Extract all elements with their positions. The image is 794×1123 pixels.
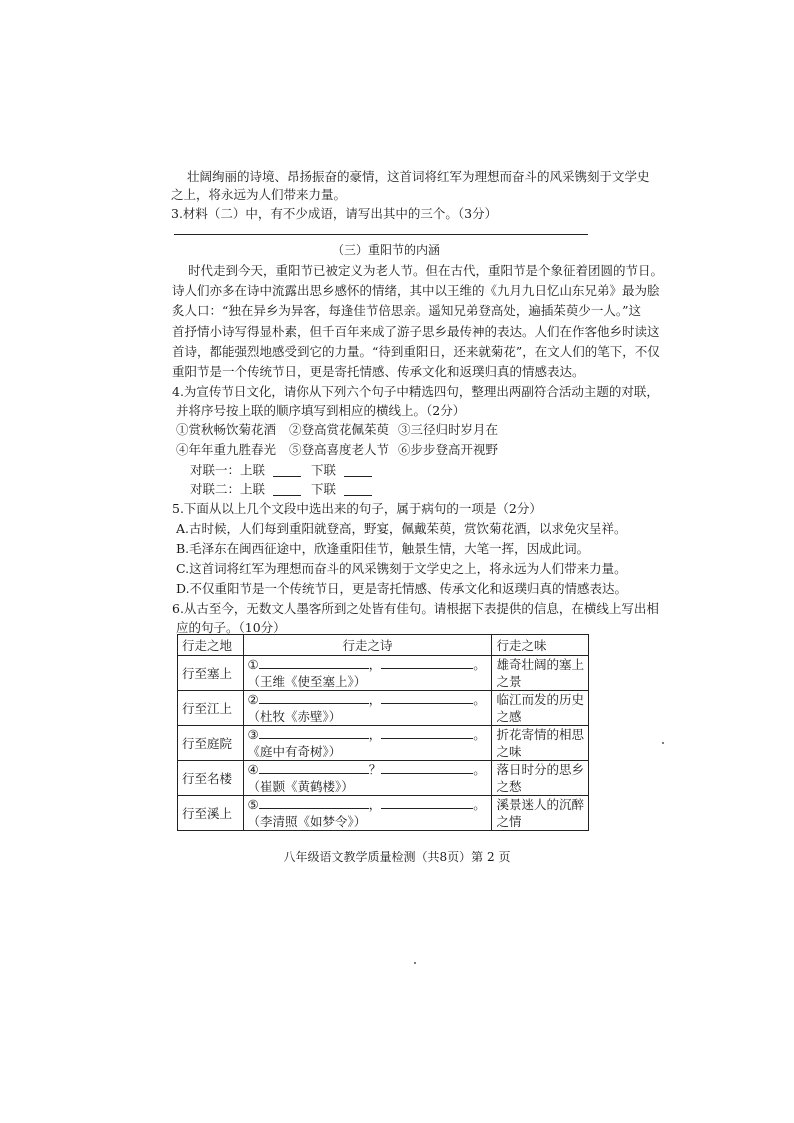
poem-blank-2[interactable]: [381, 727, 473, 739]
row-number: ④: [247, 762, 259, 777]
material-3-title: （三）重阳节的内涵: [332, 243, 441, 257]
row-flavor-line-2: 之愁: [496, 779, 522, 794]
row-flavor-line-1: 落日时分的思乡: [496, 762, 584, 777]
poem-blank-1[interactable]: [259, 727, 369, 739]
row-flavor-line-1: 雄奇壮阔的塞上: [496, 657, 584, 672]
row-end: 。: [473, 657, 486, 672]
table-header-row: [178, 635, 589, 656]
row-flavor: [492, 691, 589, 726]
q4-option: ①赏秋畅饮菊花酒: [176, 422, 277, 437]
row-separator: ，: [368, 692, 382, 707]
row-poem: [243, 796, 492, 831]
couplet-2-upper-blank[interactable]: [273, 483, 301, 496]
row-end: 。: [473, 797, 486, 812]
row-flavor-line-2: 之情: [496, 814, 522, 829]
q5-option-d[interactable]: D.不仅重阳节是一个传统节日，更是寄托情感、传承文化和返璞归真的情感表达。: [176, 581, 628, 596]
row-place: 行至溪上: [178, 796, 244, 831]
couplet-1: [190, 464, 372, 477]
row-source: 《庭中有奇树》）: [247, 744, 342, 759]
question-6-stem: 6.从古至今，无数文人墨客所到之处皆有佳句。请根据下表提供的信息，在横线上写出相: [172, 601, 659, 616]
couplet-1-lower-label: 下联: [310, 462, 336, 478]
header-flavor: 行走之味: [492, 635, 589, 656]
table-row: [178, 656, 589, 691]
poem-table: [177, 634, 589, 831]
q4-option: ②登高赏花佩茱萸: [289, 422, 390, 437]
question-6-stem-2: 应的句子。（10分）: [176, 620, 286, 635]
question-3: 3.材料（二）中，有不少成语，请写出其中的三个。（3分）: [171, 206, 498, 221]
scan-speck: [662, 742, 664, 744]
answer-line-q3[interactable]: [174, 234, 588, 235]
poem-blank-2[interactable]: [381, 762, 473, 774]
table-row: [178, 691, 589, 726]
row-flavor-line-1: 临江而发的历史: [496, 692, 584, 707]
row-separator: ？: [368, 762, 382, 777]
table-row: [178, 796, 589, 831]
couplet-2: [190, 483, 372, 496]
question-4-stem-2: 并将序号按上联的顺序填写到相应的横线上。（2分）: [176, 403, 466, 418]
intro-line-2: 之上，将永远为人们带来力量。: [171, 187, 347, 202]
poem-blank-1[interactable]: [259, 692, 369, 704]
couplet-2-label: 对联二：上联: [190, 481, 266, 497]
question-5-stem: 5.下面从以上几个文段中选出来的句子，属于病句的一项是（2分）: [172, 501, 542, 516]
couplet-1-upper-blank[interactable]: [273, 464, 301, 477]
header-place: 行走之地: [178, 635, 244, 656]
couplet-1-lower-blank[interactable]: [344, 464, 372, 477]
row-flavor-line-1: 折花寄情的相思: [496, 727, 584, 742]
material-3-line: 诗人们亦多在诗中流露出思乡感怀的情绪，其中以王维的《九月九日忆山东兄弟》最为脍: [172, 283, 660, 298]
row-source: （崔颢《黄鹤楼》）: [247, 779, 354, 794]
row-flavor: [492, 726, 589, 761]
row-end: 。: [473, 762, 486, 777]
row-poem: [243, 761, 492, 796]
q5-option-b[interactable]: B.毛泽东在闽西征途中，欣逢重阳佳节，触景生情，大笔一挥，因成此词。: [176, 541, 590, 556]
row-number: ⑤: [247, 797, 259, 812]
row-place: 行至庭院: [178, 726, 244, 761]
couplet-2-lower-label: 下联: [310, 481, 336, 497]
page-footer: 八年级语文教学质量检测（共8页）第 2 页: [283, 850, 511, 864]
row-separator: ，: [368, 657, 382, 672]
row-end: 。: [473, 727, 486, 742]
intro-line-1: 壮阔绚丽的诗境、昂扬振奋的豪情，这首词将红军为理想而奋斗的风采镌刻于文学史: [187, 169, 650, 184]
header-poem: 行走之诗: [243, 635, 492, 656]
question-4-stem: 4.为宣传节日文化，请你从下列六个句子中精选四句，整理出两副符合活动主题的对联，: [172, 384, 659, 399]
row-number: ②: [247, 692, 259, 707]
row-source: （李清照《如梦令》）: [247, 814, 367, 829]
row-source: （杜牧《赤壁》）: [247, 709, 342, 724]
poem-blank-2[interactable]: [381, 692, 473, 704]
couplet-1-label: 对联一：上联: [190, 462, 266, 478]
table-row: [178, 761, 589, 796]
poem-blank-1[interactable]: [259, 797, 369, 809]
row-separator: ，: [368, 727, 382, 742]
row-separator: ，: [368, 797, 382, 812]
row-number: ③: [247, 727, 259, 742]
q4-option: ③三径归时岁月在: [398, 422, 499, 437]
material-3-line: 首抒情小诗写得显朴素，但千百年来成了游子思乡最传神的表达。人们在作客他乡时读这: [172, 324, 660, 339]
row-poem: [243, 726, 492, 761]
poem-blank-2[interactable]: [381, 657, 473, 669]
row-number: ①: [247, 657, 259, 672]
q5-option-a[interactable]: A.古时候，人们每到重阳就登高，野宴，佩戴茱萸，赏饮菊花酒，以求免灾呈祥。: [176, 521, 627, 536]
row-place: 行至塞上: [178, 656, 244, 691]
row-poem: [243, 656, 492, 691]
row-flavor-line-2: 之感: [496, 709, 522, 724]
poem-blank-2[interactable]: [381, 797, 473, 809]
row-flavor-line-2: 之景: [496, 674, 522, 689]
couplet-2-lower-blank[interactable]: [344, 483, 372, 496]
q4-option: ⑤登高喜度老人节: [289, 442, 390, 457]
row-poem: [243, 691, 492, 726]
row-place: 行至江上: [178, 691, 244, 726]
material-3-line: 首诗，都能强烈地感受到它的力量。“待到重阳日，还来就菊花”，在文人们的笔下，不仅: [172, 344, 660, 359]
row-end: 。: [473, 692, 486, 707]
table-row: [178, 726, 589, 761]
row-flavor: [492, 761, 589, 796]
row-flavor: [492, 656, 589, 691]
poem-blank-1[interactable]: [259, 762, 369, 774]
q4-option: ⑥步步登高开视野: [398, 442, 499, 457]
material-3-line: 重阳节是一个传统节日，更是寄托情感、传承文化和返璞归真的情感表达。: [172, 364, 585, 379]
material-3-line: 时代走到今天，重阳节已被定义为老人节。但在古代，重阳节是个象征着团圆的节日。: [188, 263, 664, 278]
row-place: 行至名楼: [178, 761, 244, 796]
q4-option: ④年年重九胜春光: [176, 442, 277, 457]
q5-option-c[interactable]: C.这首词将红军为理想而奋斗的风采镌刻于文学史之上，将永远为人们带来力量。: [176, 561, 627, 576]
row-flavor-line-1: 溪景迷人的沉醉: [496, 797, 584, 812]
row-flavor-line-2: 之味: [496, 744, 522, 759]
row-source: （王维《使至塞上》）: [247, 674, 367, 689]
material-3-line: 炙人口：“独在异乡为异客，每逢佳节倍思亲。遥知兄弟登高处，遍插茱萸少一人。”这: [172, 303, 642, 318]
row-flavor: [492, 796, 589, 831]
scan-speck: [414, 962, 416, 964]
poem-blank-1[interactable]: [259, 657, 369, 669]
